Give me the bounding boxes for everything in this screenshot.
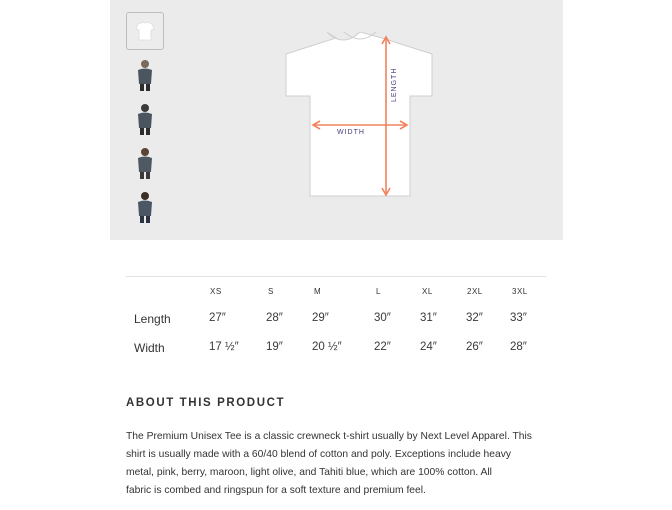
width-value: 28″	[510, 341, 527, 353]
width-value: 22″	[374, 341, 391, 353]
width-value: 20 ½″	[312, 341, 342, 353]
description-line: metal, pink, berry, maroon, light olive, and Tahiti blue, which are 100% cotton. All	[126, 467, 492, 478]
length-label: LENGTH	[391, 67, 398, 102]
description-line: fabric is combed and ringspun for a soft texture and premium feel.	[126, 485, 426, 496]
model-photo-icon	[135, 190, 155, 224]
width-row	[126, 336, 546, 365]
description-line: The Premium Unisex Tee is a classic crewneck t-shirt usually by Next Level Apparel. This	[126, 431, 532, 442]
product-image-gallery	[110, 0, 563, 240]
tshirt-size-diagram	[280, 24, 440, 204]
size-header: L	[376, 287, 381, 296]
description-line: shirt is usually made with a 60/40 blend of cotton and poly. Exceptions include heavy	[126, 449, 512, 460]
length-value: 29″	[312, 312, 329, 324]
size-header: M	[314, 287, 322, 296]
width-label: WIDTH	[337, 129, 365, 136]
row-label-width: Width	[134, 341, 165, 355]
model-back-thumbnail[interactable]	[126, 100, 164, 138]
model-front-thumbnail[interactable]	[126, 56, 164, 94]
length-row	[126, 307, 546, 336]
width-value: 17 ½″	[209, 341, 239, 353]
size-header: XL	[422, 287, 433, 296]
about-product-heading: ABOUT THIS PRODUCT	[126, 397, 286, 409]
width-value: 19″	[266, 341, 283, 353]
length-value: 27″	[209, 312, 226, 324]
width-value: 26″	[466, 341, 483, 353]
model-woman-back-thumbnail[interactable]	[126, 188, 164, 226]
row-label-length: Length	[134, 312, 171, 326]
model-photo-icon	[135, 146, 155, 180]
length-value: 33″	[510, 312, 527, 324]
size-header-row	[126, 277, 546, 307]
about-product-description	[126, 428, 556, 500]
model-woman-front-thumbnail[interactable]	[126, 144, 164, 182]
tshirt-diagram-icon	[134, 20, 156, 42]
size-header: XS	[210, 287, 222, 296]
model-photo-icon	[135, 58, 155, 92]
size-chart-table	[126, 276, 546, 365]
size-header: 3XL	[512, 287, 528, 296]
size-header: 2XL	[467, 287, 483, 296]
size-header: S	[268, 287, 274, 296]
length-value: 32″	[466, 312, 483, 324]
width-value: 24″	[420, 341, 437, 353]
model-photo-icon	[135, 102, 155, 136]
length-value: 31″	[420, 312, 437, 324]
length-value: 28″	[266, 312, 283, 324]
size-diagram-thumbnail[interactable]	[126, 12, 164, 50]
length-value: 30″	[374, 312, 391, 324]
